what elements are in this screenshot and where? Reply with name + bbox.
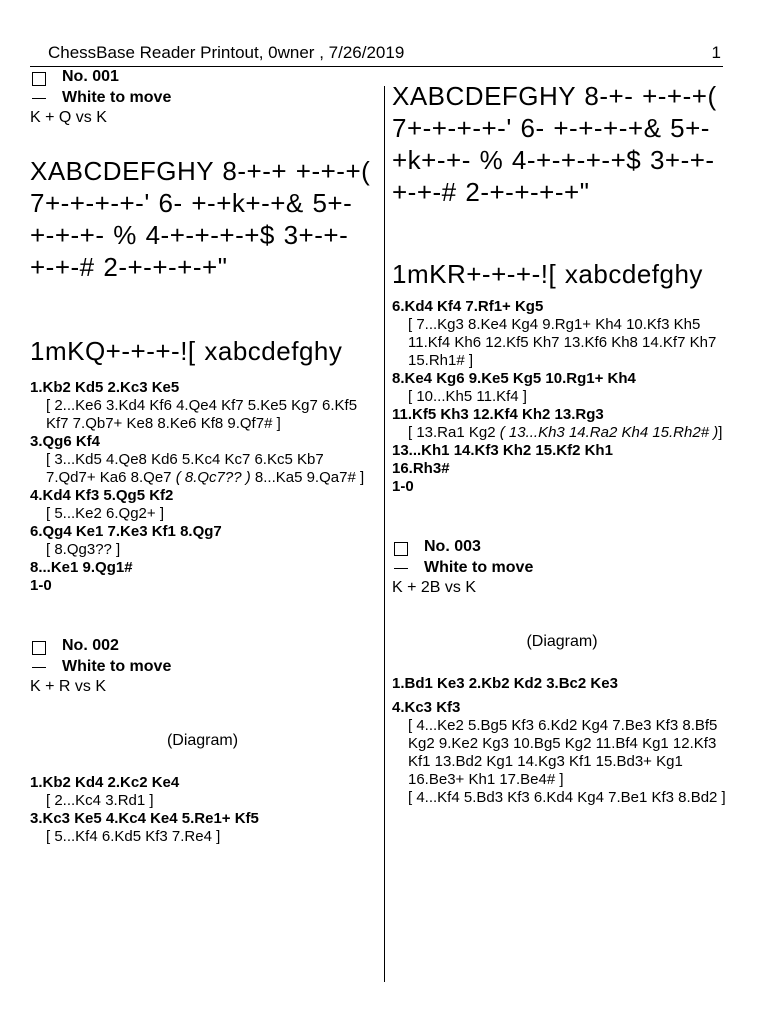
diagram-placeholder: (Diagram) <box>526 633 598 650</box>
printout-title: ChessBase Reader Printout, 0wner , 7/26/2019 <box>48 43 405 62</box>
diagram-text-ranks: XABCDEFGHY 8-+- +-+-+( 7+-+-+-+-' 6- +-+-+-+& 5+-+k+-+- % 4-+-+-+-+$ 3+-+- +-+-# 2-+-+-+-+" <box>392 81 717 207</box>
diagram-placeholder: (Diagram) <box>166 732 239 749</box>
main-line: 1.Bd1 Ke3 2.Kb2 Kd2 3.Bc2 Ke3 <box>392 675 618 692</box>
side-to-move-marker <box>32 98 46 99</box>
right-column <box>392 80 732 807</box>
diagram-text-ranks: XABCDEFGHY 8-+-+ +-+-+( 7+-+-+-+-' 6- +-+k+-+& 5+-+-+-+- % 4-+-+-+-+$ 3+-+- +-+-# 2-+-+-+-+" <box>30 156 371 282</box>
variation: [ 8.Qg3?? ] <box>46 541 121 558</box>
variation <box>408 424 732 442</box>
variation-text: ] <box>718 424 723 441</box>
side-to-move: White to move <box>424 559 534 576</box>
side-to-move: White to move <box>62 89 172 106</box>
main-line: 13...Kh1 14.Kf3 Kh2 15.Kf2 Kh1 <box>392 442 613 459</box>
puzzle-number: No. 002 <box>62 637 119 654</box>
main-line: 4.Kc3 Kf3 <box>392 699 461 716</box>
side-to-move: White to move <box>62 658 172 675</box>
main-line: 1.Kb2 Kd4 2.Kc2 Ke4 <box>30 774 180 791</box>
main-line: 8...Ke1 9.Qg1# <box>30 559 133 576</box>
puzzle-checkbox[interactable] <box>394 542 408 556</box>
main-line: 16.Rh3# <box>392 460 450 477</box>
puzzle-003 <box>392 536 732 807</box>
main-line: 6.Kd4 Kf4 7.Rf1+ Kg5 <box>392 298 544 315</box>
main-line: 11.Kf5 Kh3 12.Kf4 Kh2 13.Rg3 <box>392 406 604 423</box>
variation-text: 8...Ka5 9.Qa7# ] <box>250 469 365 486</box>
diagram-text-footer: 1mKQ+-+-+-![ xabcdefghy <box>30 336 343 366</box>
variation: [ 4...Kf4 5.Bd3 Kf3 6.Kd4 Kg4 7.Be1 Kf3 8.Bd2 ] <box>408 789 726 806</box>
main-line: 1.Kb2 Kd5 2.Kc3 Ke5 <box>30 379 180 396</box>
column-divider <box>384 86 385 982</box>
diagram-text-footer: 1mKR+-+-+-![ xabcdefghy <box>392 259 703 289</box>
puzzle-number: No. 001 <box>62 68 119 85</box>
variation <box>46 451 375 487</box>
game-result: 1-0 <box>30 577 52 594</box>
variation: [ 5...Ke2 6.Qg2+ ] <box>46 505 164 522</box>
page-header <box>30 42 723 67</box>
variation: [ 2...Ke6 3.Kd4 Kf6 4.Qe4 Kf7 5.Ke5 Kg7 6.Kf5 Kf7 7.Qb7+ Ke8 8.Ke6 Kf8 9.Qf7# ] <box>46 397 358 432</box>
main-line: 4.Kd4 Kf3 5.Qg5 Kf2 <box>30 487 174 504</box>
puzzle-001 <box>30 66 375 595</box>
variation: [ 2...Kc4 3.Rd1 ] <box>46 792 154 809</box>
variation: [ 7...Kg3 8.Ke4 Kg4 9.Rg1+ Kh4 10.Kf3 Kh5 11.Kf4 Kh6 12.Kf5 Kh7 13.Kf6 Kh8 14.Kf7 Kh7 15.Rh1# ] <box>408 316 717 369</box>
puzzle-002 <box>30 635 375 846</box>
material-description: K + R vs K <box>30 678 107 695</box>
material-description: K + Q vs K <box>30 109 107 126</box>
puzzle-002-continued <box>392 80 732 496</box>
left-column <box>30 66 375 846</box>
main-line: 3.Qg6 Kf4 <box>30 433 101 450</box>
puzzle-checkbox[interactable] <box>32 72 46 86</box>
side-to-move-marker <box>32 667 46 668</box>
main-line: 3.Kc3 Ke5 4.Kc4 Ke4 5.Re1+ Kf5 <box>30 810 259 827</box>
variation: [ 5...Kf4 6.Kd5 Kf3 7.Re4 ] <box>46 828 221 845</box>
sub-variation: ( 8.Qc7?? ) <box>175 469 251 486</box>
main-line: 8.Ke4 Kg6 9.Ke5 Kg5 10.Rg1+ Kh4 <box>392 370 636 387</box>
sub-variation: ( 13...Kh3 14.Ra2 Kh4 15.Rh2# ) <box>499 424 719 441</box>
game-result: 1-0 <box>392 478 414 495</box>
side-to-move-marker <box>394 568 408 569</box>
main-line: 6.Qg4 Ke1 7.Ke3 Kf1 8.Qg7 <box>30 523 222 540</box>
variation: [ 4...Ke2 5.Bg5 Kf3 6.Kd2 Kg4 7.Be3 Kf3 8.Bf5 Kg2 9.Ke2 Kg3 10.Bg5 Kg2 11.Bf4 Kg1 12.Kf3 Kf1 13.Bd2 Kg1 14.Kg3 Kf1 15.Bd3+ Kg1 16.Be3+ Kh1 17.Be4# ] <box>408 717 718 788</box>
material-description: K + 2B vs K <box>392 579 477 596</box>
puzzle-checkbox[interactable] <box>32 641 46 655</box>
variation-text: [ 3...Kd5 4.Qe8 Kd6 5.Kc4 Kc7 6.Kc5 Kb7 7.Qd7+ Ka6 8.Qe7 <box>46 451 324 486</box>
puzzle-number: No. 003 <box>424 538 481 555</box>
page-number: 1 <box>711 43 721 62</box>
variation: [ 10...Kh5 11.Kf4 ] <box>408 388 527 405</box>
variation-text: [ 13.Ra1 Kg2 <box>408 424 500 441</box>
